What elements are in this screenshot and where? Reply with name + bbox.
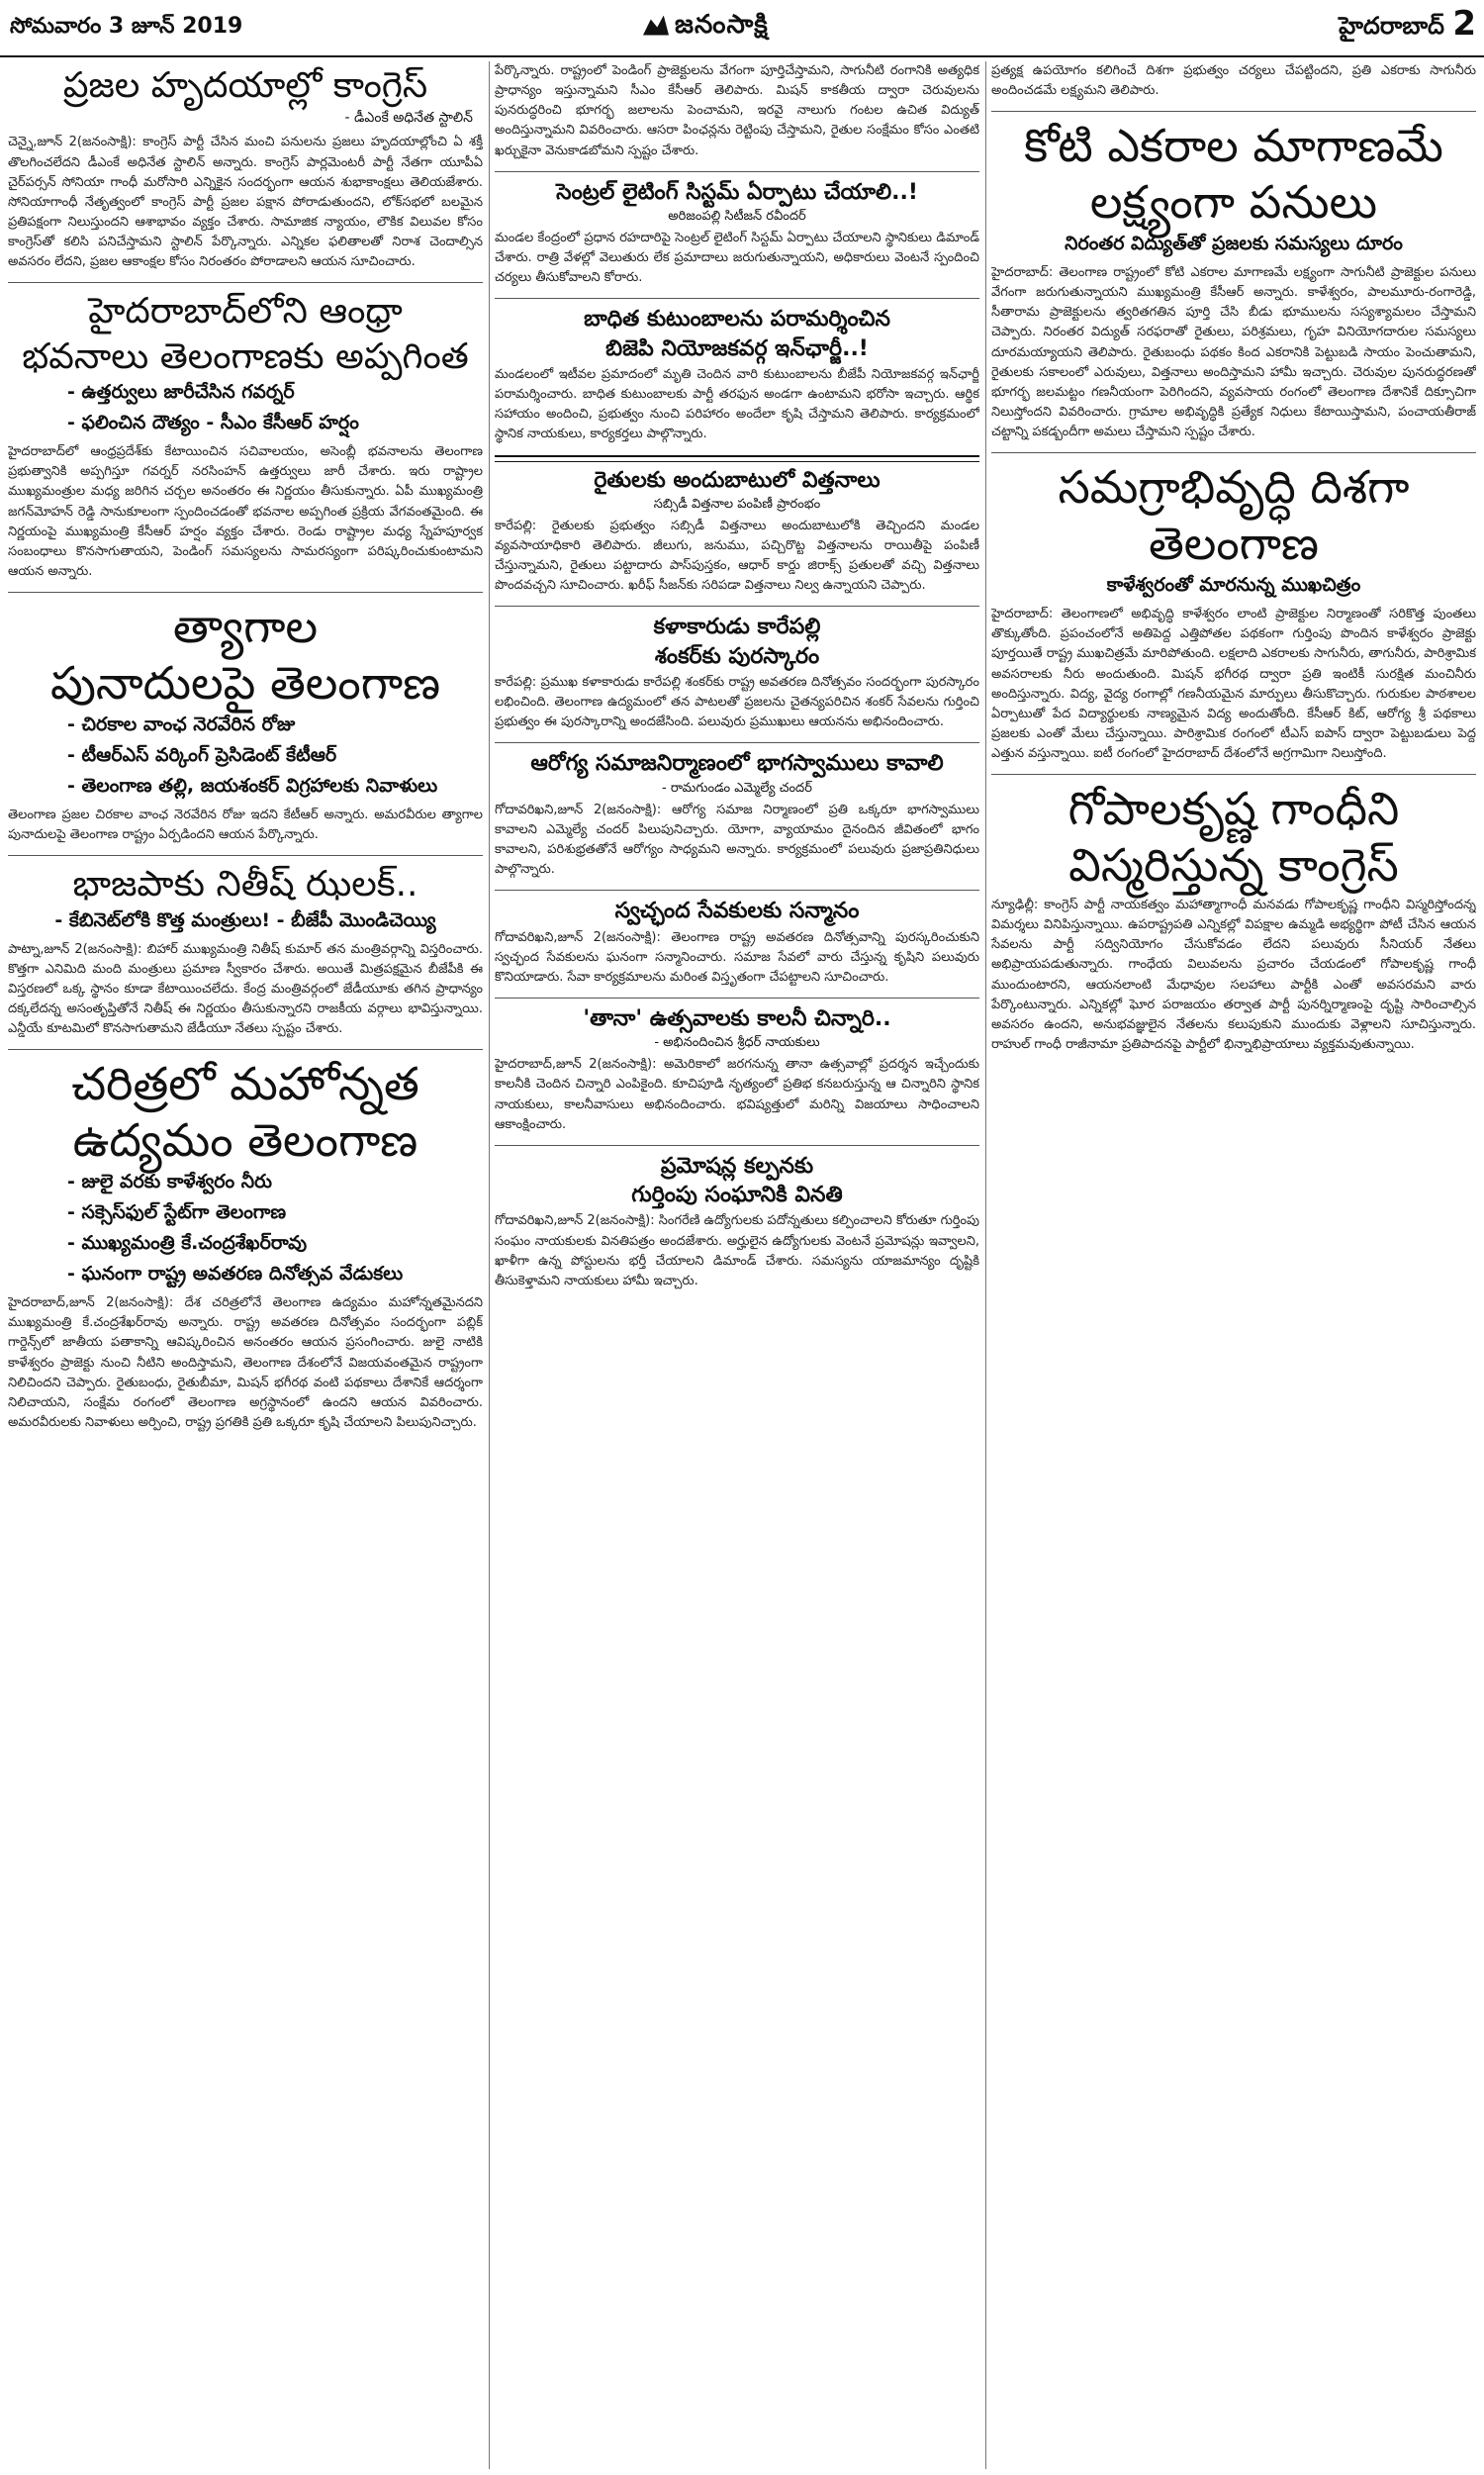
article-subhead: నిరంతర విద్యుత్‌తో ప్రజలకు సమస్యలు దూరం [1065, 233, 1403, 255]
article-body: తెలంగాణ ప్రజల చిరకాల వాంఛ నెరవేరిన రోజు ఇదని కేటీఆర్ అన్నారు. అమరవీరుల త్యాగాల పునాదులపై తెలంగాణ రాష్ట్రం ఏర్పడిందని ఆయన పేర్కొన్నారు. [8, 807, 483, 843]
divider [991, 111, 1476, 112]
newspaper-logo [643, 10, 769, 46]
divider [991, 452, 1476, 453]
article-headline: సెంట్రల్ లైటింగ్ సిస్టమ్ ఏర్పాటు చేయాలి..! [556, 179, 918, 205]
article-comprehensive-development [991, 461, 1476, 764]
article-byline: సబ్సిడీ విత్తనాల పంపిణీ ప్రారంభం [653, 496, 821, 512]
article-body: చెన్నై,జూన్ 2(జనంసాక్షి): కాంగ్రెస్ పార్టీ చేసిన మంచి పనులను ప్రజలు హృదయాల్లోంచి ఏ శక్తీ తొలగించలేదని డీఎంకే అధినేత స్టాలిన్ అన్నారు. కాంగ్రెస్ పార్లమెంటరీ పార్టీ నేతగా యూపీఏ చైర్‌పర్సన్ సోనియా గాంధీ మరోసారి ఎన్నికైన సందర్భంగా ఆయన శుభాకాంక్షలు తెలియజేశారు. సోనియాగాంధీ నేతృత్వంలో కాంగ్రెస్ పార్టీ ప్రజల పక్షాన పోరాడుతుందని, లోక్‌సభలో బలమైన ప్రతిపక్షంగా నిలుస్తుందని ఆశాభావం వ్యక్తం చేశారు. సామాజిక న్యాయం, లౌకిక విలువల కోసం కాంగ్రెస్‌తో కలిసి పనిచేస్తామని స్టాలిన్ పేర్కొన్నారు. ఎన్నికల ఫలితాలతో నిరాశ చెందాల్సిన అవసరం లేదని, ప్రజల ఆకాంక్షల కోసం నిరంతరం పోరాడాలని ఆయన సూచించారు. [8, 135, 483, 270]
article-seeds-farmers [495, 468, 979, 597]
article-body: హైదరాబాద్,జూన్ 2(జనంసాక్షి): దేశ చరిత్రలోనే తెలంగాణ ఉద్యమం మహోన్నతమైనదని ముఖ్యమంత్రి కే.చంద్రశేఖర్‌రావు అన్నారు. రాష్ట్ర అవతరణ దినోత్సవం సందర్భంగా పబ్లిక్ గార్డెన్స్‌లో జాతీయ పతాకాన్ని ఆవిష్కరించిన అనంతరం ఆయన ప్రసంగించారు. జులై నాటికి కాళేశ్వరం ప్రాజెక్టు నుంచి నీటిని అందిస్తామని, తెలంగాణ దేశంలోనే విజయవంతమైన రాష్ట్రంగా నిలిచిందని చెప్పారు. రైతుబంధు, రైతుబీమా, మిషన్ భగీరథ వంటి పథకాలు దేశానికే ఆదర్శంగా నిలిచాయని, సంక్షేమ రంగంలో తెలంగాణ అగ్రస్థానంలో ఉందని ఆయన వివరించారు. అమరవీరులకు నివాళులు అర్పించి, రాష్ట్ర ప్రగతికి ప్రతి ఒక్కరూ కృషి చేయాలని పిలుపునిచ్చారు. [8, 1295, 483, 1430]
article-sacrifices-telangana [8, 601, 483, 845]
column-right [991, 61, 1476, 2469]
article-headline: కళాకారుడు కారేపల్లి [653, 615, 821, 640]
article-headline: చరిత్రలో మహోన్నత [71, 1057, 419, 1111]
divider [495, 606, 979, 607]
article-body: ప్రత్యక్ష ఉపయోగం కలిగించే దిశగా ప్రభుత్వం చర్యలు చేపట్టిందని, ప్రతి ఎకరాకు సాగునీరు అందించడమే లక్ష్యమని తెలిపారు. [991, 63, 1476, 99]
article-andhra-buildings [8, 291, 483, 582]
issue-date: సోమవారం 3 జూన్ 2019 [10, 14, 243, 39]
article-headline-line2: శంకర్‌కు పురస్కారం [654, 643, 820, 669]
article-byline: - డీఎంకే అధినేత స్టాలిన్ [344, 110, 473, 127]
article-headline: ప్రమోషన్ల కల్పనకు [660, 1153, 814, 1179]
logo-icon [643, 16, 669, 36]
article-headline: హైదరాబాద్‌లోని ఆంధ్రా [88, 291, 403, 333]
divider [495, 1145, 979, 1146]
article-headline-line2: తెలంగాణ [1148, 517, 1320, 571]
article-subhead: - చిరకాల వాంఛ నెరవేరిన రోజు [67, 713, 296, 735]
divider [495, 298, 979, 299]
article-headline-line2: గుర్తింపు సంఘానికి వినతి [631, 1183, 843, 1208]
article-headline: ప్రజల హృదయాల్లో కాంగ్రెస్ [62, 65, 428, 106]
divider [495, 171, 979, 172]
article-body: హైదరాబాద్: తెలంగాణలో అభివృద్ధి కాళేశ్వరం లాంటి ప్రాజెక్టుల నిర్మాణంతో సరికొత్త పుంతలు తొక్కుతోంది. ప్రపంచంలోనే అతిపెద్ద ఎత్తిపోతల పథకంగా గుర్తింపు పొందిన కాళేశ్వరం ప్రాజెక్టు పూర్తయితే రాష్ట్ర ముఖచిత్రమే మారిపోతుంది. లక్షలాది ఎకరాలకు సాగునీరు, తాగునీరు, పారిశ్రామిక అవసరాలకు నీరు అందుతుంది. మిషన్ భగీరథ ద్వారా ప్రతి ఇంటికీ సురక్షిత మంచినీరు అందిస్తున్నారు. విద్య, వైద్య రంగాల్లో గణనీయమైన మార్పులు తీసుకొచ్చారు. గురుకుల పాఠశాలల ఏర్పాటుతో పేద విద్యార్థులకు నాణ్యమైన విద్య అందుతోంది. కేసీఆర్ కిట్, ఆరోగ్య శ్రీ పథకాలు ప్రజలకు ఎంతో మేలు చేస్తున్నాయి. పారిశ్రామిక రంగంలో టీఎస్ ఐపాస్ ద్వారా పెట్టుబడులు పెద్ద ఎత్తున వస్తున్నాయి. ఐటీ రంగంలో హైదరాబాద్ దేశంలోనే అగ్రగామిగా నిలుస్తోంది. [991, 607, 1476, 762]
article-body: కారేపల్లి: రైతులకు ప్రభుత్వం సబ్సిడీ విత్తనాలు అందుబాటులోకి తెచ్చిందని మండల వ్యవసాయాధికారి తెలిపారు. జీలుగు, జనుము, పచ్చిరొట్ట విత్తనాలను రాయితీపై పంపిణీ చేస్తున్నామని, రైతులు పట్టాదారు పాస్‌పుస్తకం, ఆధార్ కార్డు జిరాక్స్ ప్రతులతో వచ్చి విత్తనాలు పొందవచ్చని సూచించారు. ఖరీఫ్ సీజన్‌కు సరిపడా విత్తనాలు నిల్వ ఉన్నాయని చెప్పారు. [495, 518, 979, 594]
article-body: మండలంలో ఇటీవల ప్రమాదంలో మృతి చెందిన వారి కుటుంబాలను బీజేపీ నియోజకవర్గ ఇన్‌ఛార్జీ పరామర్శించారు. బాధిత కుటుంబాలకు పార్టీ తరఫున అండగా ఉంటామని భరోసా ఇచ్చారు. ఆర్థిక సహాయం అందించి, ప్రభుత్వం నుంచి పరిహారం అందేలా కృషి చేస్తామని తెలిపారు. కార్యక్రమంలో స్థానిక నాయకులు, కార్యకర్తలు పాల్గొన్నారు. [495, 367, 979, 442]
divider [8, 1049, 483, 1050]
newspaper-name: జనంసాక్షి [675, 10, 769, 40]
article-headline: 'తానా' ఉత్సవాలకు కాలనీ చిన్నారి.. [583, 1006, 891, 1032]
divider [991, 774, 1476, 775]
article-headline-line2: భవనాలు తెలంగాణకు అప్పగింత [22, 335, 469, 377]
article-bjp-incharge [495, 307, 979, 444]
article-headline: గోపాలకృష్ణ గాంధీని [1067, 782, 1400, 836]
article-body: హైదరాబాద్: తెలంగాణ రాష్ట్రంలో కోటి ఎకరాల మాగాణమే లక్ష్యంగా సాగునీటి ప్రాజెక్టుల పనులు వేగంగా జరుగుతున్నాయని ముఖ్యమంత్రి కేసీఆర్ అన్నారు. కాళేశ్వరం, పాలమూరు-రంగారెడ్డి, సీతారామ ప్రాజెక్టులను త్వరితగతిన పూర్తి చేసి బీడు భూములను సస్యశ్యామలం చేస్తామని చెప్పారు. నిరంతర విద్యుత్ సరఫరాతో రైతులు, పరిశ్రమలు, గృహ వినియోగదారుల సమస్యలు దూరమయ్యాయని తెలిపారు. రైతుబంధు పథకం కింద ఎకరానికి పెట్టుబడి సాయం పెంచుతామని, రైతులకు సకాలంలో ఎరువులు, విత్తనాలు అందిస్తామని హామీ ఇచ్చారు. చెరువుల పునరుద్ధరణతో భూగర్భ జలమట్టం గణనీయంగా పెరిగిందని, వ్యవసాయ రంగంలో తెలంగాణ దేశానికే దిక్సూచిగా నిలుస్తోందని వివరించారు. గ్రామాల అభివృద్ధికి ప్రత్యేక నిధులు కేటాయిస్తామని, పంచాయతీరాజ్ చట్టాన్ని పకడ్బందీగా అమలు చేస్తామని స్పష్టం చేశారు. [991, 265, 1476, 440]
article-body: పాట్నా,జూన్ 2(జనంసాక్షి): బిహార్ ముఖ్యమంత్రి నితీష్ కుమార్ తన మంత్రివర్గాన్ని విస్తరించారు. కొత్తగా ఎనిమిది మంది మంత్రులు ప్రమాణ స్వీకారం చేశారు. అయితే మిత్రపక్షమైన బీజేపీకి ఈ విస్తరణలో ఒక్క స్థానం కూడా కేటాయించలేదు. కేంద్ర మంత్రివర్గంలో జేడీయూకు తగిన ప్రాధాన్యం దక్కలేదన్న అసంతృప్తితోనే నితీష్ ఈ నిర్ణయం తీసుకున్నారని రాజకీయ వర్గాలు భావిస్తున్నాయి. ఎన్డీయే కూటమిలో కొనసాగుతామని జేడీయూ నేతలు స్పష్టం చేశారు. [8, 941, 483, 1037]
divider [495, 455, 979, 462]
article-headline-line2: విస్మరిస్తున్న కాంగ్రెస్ [1068, 838, 1399, 893]
article-headline: భాజపాకు నితీష్ ఝలక్.. [72, 864, 418, 905]
article-body: గోదావరిఖని,జూన్ 2(జనంసాక్షి): తెలంగాణ రాష్ట్ర అవతరణ దినోత్సవాన్ని పురస్కరించుకుని స్వచ్ఛంద సేవకులను ఘనంగా సన్మానించారు. సమాజ సేవలో వారు చేస్తున్న కృషిని పలువురు కొనియాడారు. సేవా కార్యక్రమాలను మరింత విస్తృతంగా చేపట్టాలని సూచించారు. [495, 929, 979, 985]
masthead [0, 0, 1484, 57]
article-headline: కోటి ఎకరాల మాగాణమే [1024, 119, 1443, 173]
article-subhead: - కేబినెట్‌లోకి కొత్త మంత్రులు! - బీజేపీ మొండిచెయ్యి [54, 908, 436, 931]
article-headline: స్వచ్ఛంద సేవకులకు సన్మానం [614, 899, 860, 924]
article-headline: త్యాగాల [172, 600, 319, 654]
article-tana-festival [495, 1006, 979, 1135]
divider [8, 855, 483, 856]
article-body: న్యూఢిల్లీ: కాంగ్రెస్ పార్టీ నాయకత్వం మహాత్మాగాంధీ మనవడు గోపాలకృష్ణ గాంధీని విస్మరిస్తోందన్న విమర్శలు వినిపిస్తున్నాయి. ఉపరాష్ట్రపతి ఎన్నికల్లో విపక్షాల ఉమ్మడి అభ్యర్థిగా పోటీ చేసిన ఆయన సేవలను పార్టీ సద్వినియోగం చేసుకోవడం లేదని పలువురు సీనియర్ నేతలు అభిప్రాయపడుతున్నారు. గాంధేయ విలువలను ప్రచారం చేయడంలో గోపాలకృష్ణ గాంధీ ముందుంటారని, ఆయనలాంటి మేధావుల సలహాలు పార్టీకి ఎంతో అవసరమని వారు పేర్కొంటున్నారు. ఎన్నికల్లో ఘోర పరాజయం తర్వాత పార్టీ పునర్నిర్మాణంపై దృష్టి సారించాల్సిన అవసరం ఉందని, అనుభవజ్ఞులైన నేతలను కలుపుకుని ముందుకు వెళ్లాలని సూచిస్తున్నారు. రాహుల్ గాంధీ రాజీనామా ప్రతిపాదనపై పార్టీలో భిన్నాభిప్రాయాలు వ్యక్తమవుతున్నాయి. [991, 898, 1476, 1052]
article-byline: - రామగుండం ఎమ్మెల్యే చందర్ [662, 780, 812, 796]
article-body: గోదావరిఖని,జూన్ 2(జనంసాక్షి): ఆరోగ్య సమాజ నిర్మాణంలో ప్రతి ఒక్కరూ భాగస్వాములు కావాలని ఎమ్మెల్యే చందర్ పిలుపునిచ్చారు. యోగా, వ్యాయామం దైనందిన జీవితంలో భాగం కావాలని, పరిశుభ్రతతోనే ఆరోగ్యం సాధ్యమని అన్నారు. కార్యక్రమంలో పలువురు ప్రజాప్రతినిధులు పాల్గొన్నారు. [495, 802, 979, 878]
article-subhead: - టీఆర్ఎస్ వర్కింగ్ ప్రెసిడెంట్ కేటీఆర్ [67, 743, 337, 766]
article-healthy-society [495, 751, 979, 880]
article-artist-award [495, 615, 979, 732]
divider [8, 282, 483, 283]
article-subhead: - ఘనంగా రాష్ట్ర అవతరణ దినోత్సవ వేడుకలు [67, 1263, 404, 1285]
column-left [8, 61, 483, 2469]
article-body: హైదరాబాద్,జూన్ 2(జనంసాక్షి): అమెరికాలో జరగనున్న తానా ఉత్సవాల్లో ప్రదర్శన ఇచ్చేందుకు కాలనీకి చెందిన చిన్నారి ఎంపికైంది. కూచిపూడి నృత్యంలో ప్రతిభ కనబరుస్తున్న ఆ చిన్నారిని స్థానిక నాయకులు, కాలనీవాసులు అభినందించారు. భవిష్యత్తులో మరిన్ని విజయాలు సాధించాలని ఆకాంక్షించారు. [495, 1057, 979, 1132]
article-headline-line2: బిజెపి నియోజకవర్గ ఇన్‌ఛార్జీ..! [605, 335, 869, 361]
article-promotions-petition [495, 1154, 979, 1291]
article-body: హైదరాబాద్‌లో ఆంధ్రప్రదేశ్‌కు కేటాయించిన సచివాలయం, అసెంబ్లీ భవనాలను తెలంగాణ ప్రభుత్వానికి అప్పగిస్తూ గవర్నర్ నరసింహన్ ఉత్తర్వులు జారీ చేశారు. ఇరు రాష్ట్రాల ముఖ్యమంత్రుల మధ్య జరిగిన చర్చల అనంతరం ఈ నిర్ణయం తీసుకున్నారు. ఏపీ ముఖ్యమంత్రి జగన్‌మోహన్ రెడ్డి సానుకూలంగా స్పందించడంతో భవనాల అప్పగింత ప్రక్రియ వేగవంతమైంది. ఈ నిర్ణయంపై ముఖ్యమంత్రి కేసీఆర్ హర్షం వ్యక్తం చేశారు. రెండు రాష్ట్రాల మధ్య స్నేహపూర్వక సంబంధాలు కొనసాగుతాయని, పెండింగ్ సమస్యలను సామరస్యంగా పరిష్కరించుకుంటామని ఆయన అన్నారు. [8, 444, 483, 579]
divider [495, 742, 979, 743]
article-continued [991, 61, 1476, 101]
divider [495, 890, 979, 891]
article-headline-line2: పునాదులపై తెలంగాణ [49, 656, 441, 711]
edition-city: హైదరాబాద్ [1339, 12, 1444, 40]
article-headline: బాధిత కుటుంబాలను పరామర్శించిన [584, 307, 890, 333]
article-great-movement [8, 1058, 483, 1433]
article-headline: ఆరోగ్య సమాజనిర్మాణంలో భాగస్వాములు కావాలి [530, 751, 944, 777]
article-byline: - అభినందించిన శ్రీధర్ నాయకులు [654, 1035, 820, 1051]
article-central-lighting [495, 180, 979, 289]
article-body: కారేపల్లి: ప్రముఖ కళాకారుడు కారేపల్లి శంకర్‌కు రాష్ట్ర అవతరణ దినోత్సవం సందర్భంగా పురస్కారం లభించింది. తెలంగాణ ఉద్యమంలో తన పాటలతో ప్రజలను చైతన్యపరిచిన శంకర్ సేవలను గుర్తించి ప్రభుత్వం ఈ పురస్కారాన్ని అందజేసింది. పలువురు ప్రముఖులు ఆయనను అభినందించారు. [495, 675, 979, 730]
column-divider [489, 61, 490, 2469]
article-headline-line2: లక్ష్యంగా పనులు [1089, 175, 1378, 230]
article-subhead: - జులై వరకు కాళేశ్వరం నీరు [67, 1171, 272, 1193]
article-volunteer-felicitation [495, 899, 979, 988]
article-subhead: - సక్సెస్‌ఫుల్ స్టేట్‌గా తెలంగాణ [67, 1201, 287, 1224]
article-subhead: - ఉత్తర్వులు జారీచేసిన గవర్నర్ [67, 381, 295, 404]
article-headline-line2: ఉద్యమం తెలంగాణ [72, 1113, 418, 1168]
article-nitish-jolt [8, 864, 483, 1039]
article-byline: అరిజంపల్లి సిటీజన్ రవీందర్ [668, 209, 806, 224]
article-subhead: - ఫలించిన దౌత్యం - సీఎం కేసీఆర్ హర్షం [67, 412, 359, 434]
article-subhead: - ముఖ్యమంత్రి కే.చంద్రశేఖర్‌రావు [67, 1232, 308, 1255]
article-crore-acres [991, 120, 1476, 442]
article-headline: రైతులకు అందుబాటులో విత్తనాలు [594, 467, 881, 493]
page-number: 2 [1452, 4, 1476, 44]
article-gopalkrishna-gandhi [991, 783, 1476, 1055]
article-subhead: కాళేశ్వరంతో మారనున్న ముఖచిత్రం [1106, 574, 1361, 597]
article-congress-hearts [8, 65, 483, 272]
column-middle [495, 61, 979, 2469]
column-divider [985, 61, 986, 2469]
divider [495, 998, 979, 999]
article-body: గోదావరిఖని,జూన్ 2(జనంసాక్షి): సింగరేణి ఉద్యోగులకు పదోన్నతులు కల్పించాలని కోరుతూ గుర్తింపు సంఘం నాయకులకు వినతిపత్రం అందజేశారు. అర్హులైన ఉద్యోగులకు వెంటనే ప్రమోషన్లు ఇవ్వాలని, ఖాళీగా ఉన్న పోస్టులను భర్తీ చేయాలని డిమాండ్ చేశారు. సమస్యను యాజమాన్యం దృష్టికి తీసుకెళ్తామని నాయకులు హామీ ఇచ్చారు. [495, 1213, 979, 1288]
article-body: మండల కేంద్రంలో ప్రధాన రహదారిపై సెంట్రల్ లైటింగ్ సిస్టమ్ ఏర్పాటు చేయాలని స్థానికులు డిమాండ్ చేశారు. రాత్రి వేళల్లో వెలుతురు లేక ప్రమాదాలు జరుగుతున్నాయని, అధికారులు వెంటనే స్పందించి చర్యలు తీసుకోవాలని కోరారు. [495, 231, 979, 286]
article-subhead: - తెలంగాణ తల్లి, జయశంకర్ విగ్రహాలకు నివాళులు [67, 774, 438, 797]
article-headline: సమగ్రాభివృద్ధి దిశగా [1058, 460, 1410, 515]
article-continued [495, 61, 979, 161]
article-body: పేర్కొన్నారు. రాష్ట్రంలో పెండింగ్ ప్రాజెక్టులను వేగంగా పూర్తిచేస్తామని, సాగునీటి రంగానికి అత్యధిక ప్రాధాన్యం ఇస్తున్నామని సీఎం కేసీఆర్ తెలిపారు. మిషన్ కాకతీయ ద్వారా చెరువులను పునరుద్ధరించి భూగర్భ జలాలను పెంచామని, ఇరవై నాలుగు గంటల ఉచిత విద్యుత్ అందిస్తున్నామని వివరించారు. ఆసరా పింఛన్లను రెట్టింపు చేస్తామని, రైతుల సంక్షేమం కోసం ఎంతటి ఖర్చుకైనా వెనుకాడబోమని స్పష్టం చేశారు. [495, 63, 979, 158]
divider [8, 592, 483, 593]
